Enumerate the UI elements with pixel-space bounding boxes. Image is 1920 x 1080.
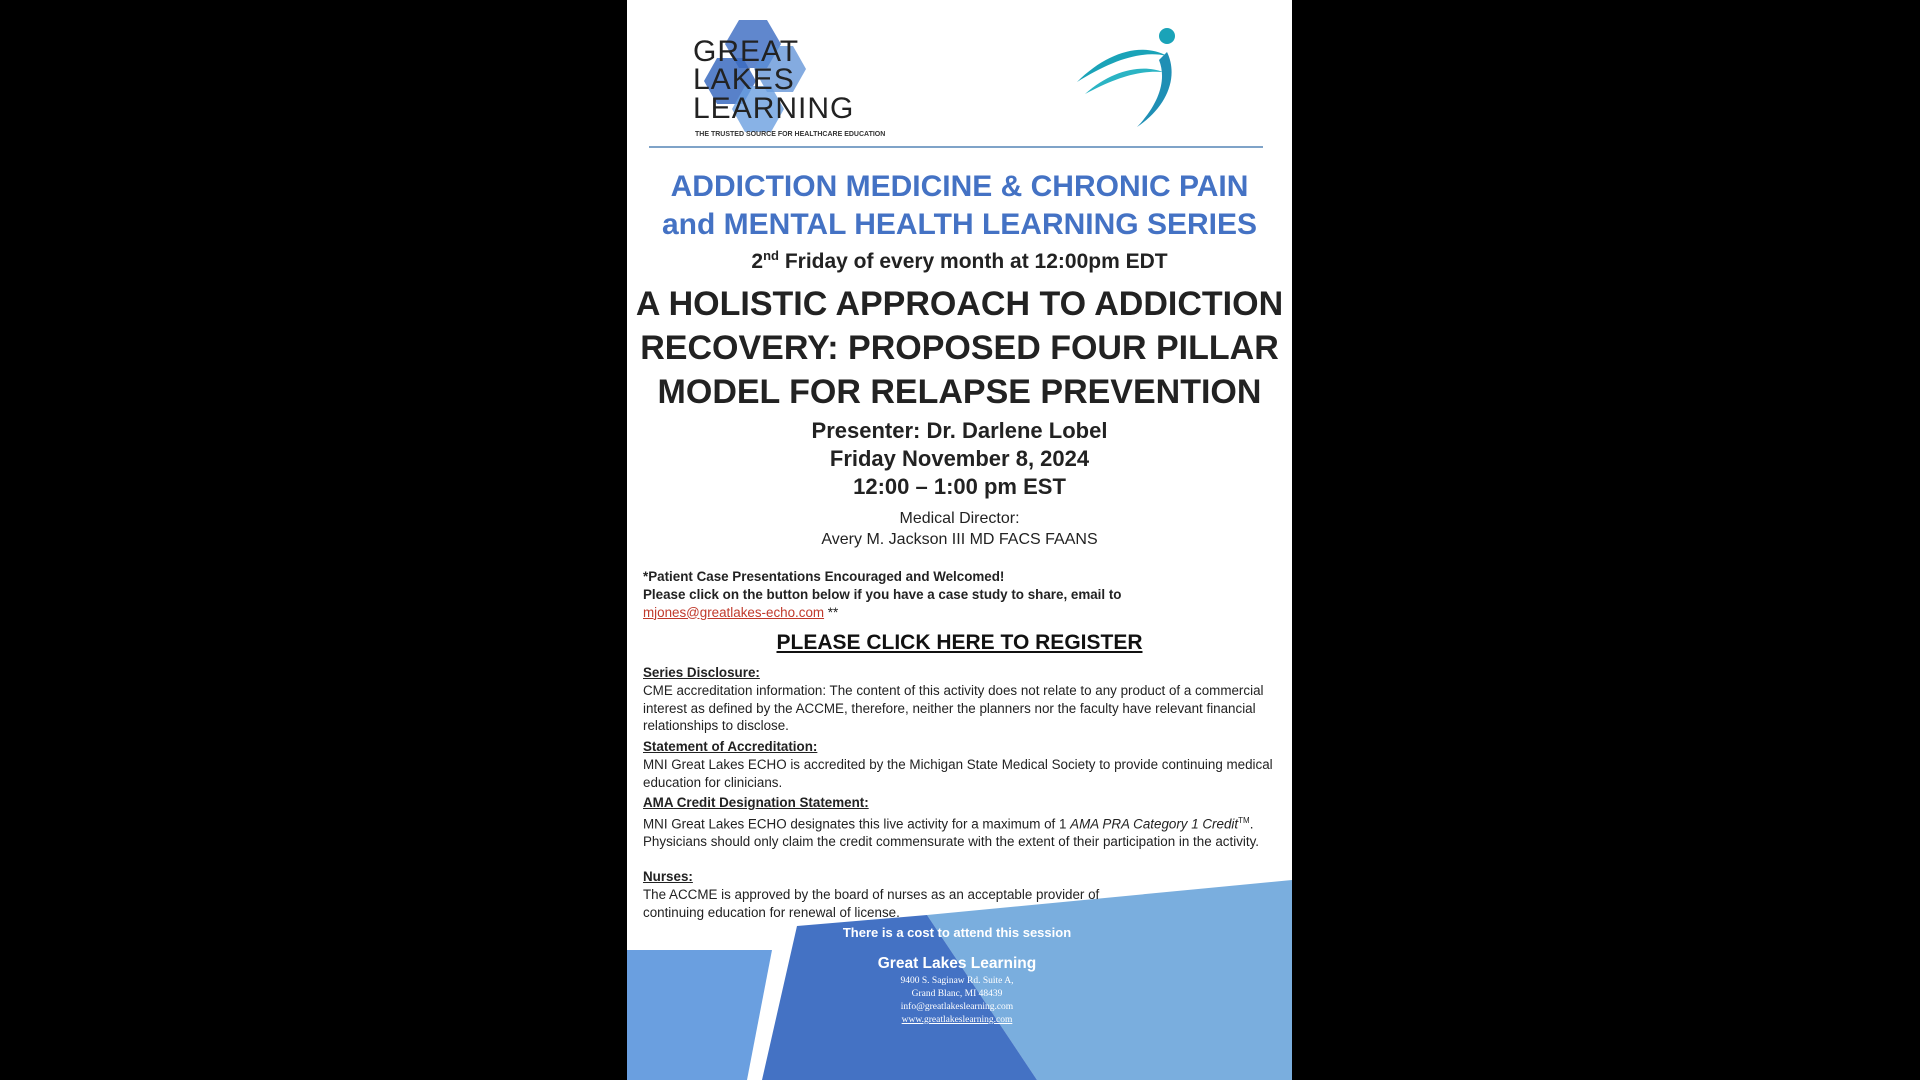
medical-director-label: Medical Director: xyxy=(899,510,1020,527)
nurses-statement: Nurses: The ACCME is approved by the board of nurses as an acceptable provider of continuing education for renewal of license. xyxy=(643,869,1100,920)
footer-email[interactable]: info@greatlakeslearning.com xyxy=(900,1002,1014,1012)
great-lakes-learning-logo xyxy=(689,16,909,141)
ama-credit-statement: AMA Credit Designation Statement: MNI Great Lakes ECHO designates this live activity for a maximum of 1 AMA PRA Category 1 Credit™. Physicians should only claim the credit commensurate with the extent of their participation in the activity. xyxy=(643,795,1260,850)
header-divider xyxy=(649,146,1263,148)
swoosh-figure-logo xyxy=(1067,22,1187,132)
footer-address-line1: 9400 S. Saginaw Rd. Suite A, xyxy=(900,976,1014,986)
svg-text:LAKES: LAKES xyxy=(693,63,795,96)
session-time: 12:00 – 1:00 pm EST xyxy=(853,474,1066,499)
svg-text:GREAT: GREAT xyxy=(693,35,800,68)
svg-text:LEARNING: LEARNING xyxy=(693,92,855,125)
flyer xyxy=(627,0,1292,1080)
register-link[interactable]: PLEASE CLICK HERE TO REGISTER xyxy=(776,631,1143,654)
series-title-line2: and MENTAL HEALTH LEARNING SERIES xyxy=(661,208,1258,241)
case-presentations: *Patient Case Presentations Encouraged and Welcomed! Please click on the button below if you have a case study to share, email to mjones@greatlakes-echo.com ** xyxy=(643,569,1122,620)
cost-note: There is a cost to attend this session xyxy=(842,925,1072,940)
statement-of-accreditation: Statement of Accreditation: MNI Great Lakes ECHO is accredited by the Michigan State Medical Society to provide continuing medical education for clinicians. xyxy=(643,739,1273,790)
session-title: A HOLISTIC APPROACH TO ADDICTION RECOVERY: PROPOSED FOUR PILLAR MODEL FOR RELAPSE PREVENTION xyxy=(635,285,1284,411)
footer-website-link[interactable]: www.greatlakeslearning.com xyxy=(901,1015,1013,1025)
case-email-link[interactable]: mjones@greatlakes-echo.com xyxy=(643,604,825,620)
footer-shape-left xyxy=(627,950,772,1080)
presenter: Presenter: Dr. Darlene Lobel xyxy=(811,418,1108,443)
medical-director-name: Avery M. Jackson III MD FACS FAANS xyxy=(821,531,1098,548)
footer-address-line2: Grand Blanc, MI 48439 xyxy=(911,989,1003,999)
series-title-line1: ADDICTION MEDICINE & CHRONIC PAIN xyxy=(670,170,1249,203)
series-disclosure: Series Disclosure: CME accreditation information: The content of this activity does not relate to any product of a commercial interest as defined by the ACCME, therefore, neither the planners nor the faculty have relevant financial relationships to disclose. xyxy=(643,665,1264,734)
svg-text:THE TRUSTED SOURCE FOR HEALTHC: THE TRUSTED SOURCE FOR HEALTHCARE EDUCATION xyxy=(695,131,886,138)
footer-org-name: Great Lakes Learning xyxy=(877,955,1037,972)
schedule-line: 2nd Friday of every month at 12:00pm EDT xyxy=(751,248,1168,273)
session-date: Friday November 8, 2024 xyxy=(829,446,1090,471)
